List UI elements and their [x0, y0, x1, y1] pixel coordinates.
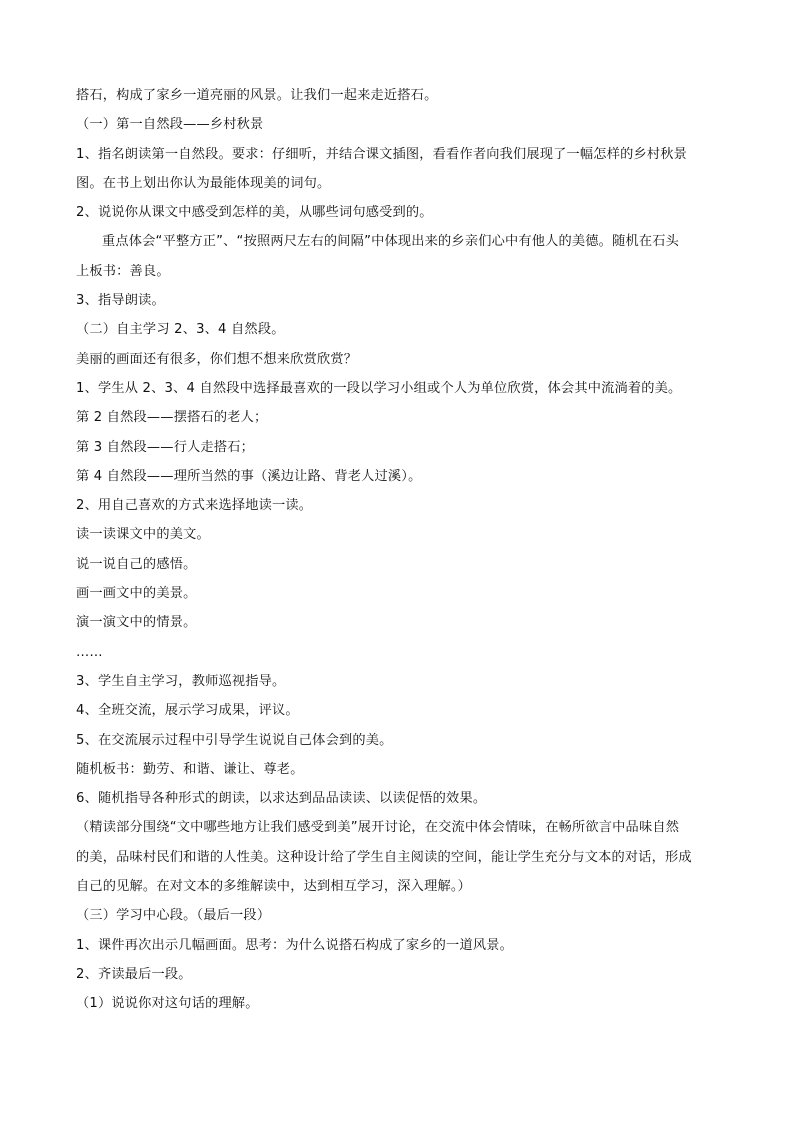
section-heading-2: （二）自主学习 2、3、4 自然段。	[76, 322, 285, 338]
paragraph: 美丽的画面还有很多，你们想不想来欣赏欣赏？	[76, 351, 358, 367]
document-body	[76, 81, 736, 1019]
list-item: 2、说说你从课文中感受到怎样的美，从哪些词句感受到的。	[76, 205, 433, 221]
list-item: 2、齐读最后一段。	[76, 966, 192, 982]
paragraph: （精读部分围绕“文中哪些地方让我们感受到美”展开讨论，在交流中体会情味，在畅所欲言中品味自然	[76, 820, 680, 836]
paragraph-continued: 上板书：善良。	[76, 263, 170, 279]
list-item: 1、学生从 2、3、4 自然段中选择最喜欢的一段以学习小组或个人为单位欣赏，体会其中流淌着的美。	[76, 380, 682, 396]
list-item: 6、随机指导各种形式的朗读，以求达到品品读读、以读促悟的效果。	[76, 791, 487, 807]
list-item: 3、指导朗读。	[76, 293, 165, 309]
paragraph: 说一说自己的感悟。	[76, 556, 197, 572]
section-heading-1: （一）第一自然段——乡村秋景	[76, 117, 264, 133]
paragraph-indented: 重点体会“平整方正”、“按照两尺左右的间隔”中体现出来的乡亲们心中有他人的美德。随机在石头	[102, 234, 680, 250]
paragraph: 第 2 自然段——摆搭石的老人；	[76, 410, 268, 426]
paragraph-continued: 的美，品味村民们和谐的人性美。这种设计给了学生自主阅读的空间，能让学生充分与文本的对话，形成	[76, 849, 692, 865]
paragraph: 画一画文中的美景。	[76, 586, 197, 602]
paragraph: 随机板书：勤劳、和谐、谦让、尊老。	[76, 761, 304, 777]
paragraph: 第 4 自然段——理所当然的事（溪边让路、背老人过溪）。	[76, 468, 422, 484]
list-item: 2、用自己喜欢的方式来选择地读一读。	[76, 498, 313, 514]
list-item: （1）说说你对这句话的理解。	[76, 996, 259, 1012]
list-item: 3、学生自主学习，教师巡视指导。	[76, 673, 286, 689]
section-heading-3: （三）学习中心段。（最后一段）	[76, 908, 271, 924]
paragraph-continued: 自己的见解。在对文本的多维解读中，达到相互学习，深入理解。）	[76, 879, 472, 895]
list-item: 5、在交流展示过程中引导学生说说自己体会到的美。	[76, 732, 393, 748]
list-item: 1、指名朗读第一自然段。要求：仔细听，并结合课文插图，看看作者向我们展现了一幅怎样的乡村秋景	[76, 146, 688, 162]
paragraph-intro: 搭石，构成了家乡一道亮丽的风景。让我们一起来走近搭石。	[76, 88, 438, 103]
paragraph: 演一演文中的情景。	[76, 615, 197, 631]
paragraph: 第 3 自然段——行人走搭石；	[76, 439, 255, 455]
paragraph: 读一读课文中的美文。	[76, 527, 210, 543]
list-item: 1、课件再次出示几幅画面。思考：为什么说搭石构成了家乡的一道风景。	[76, 937, 513, 953]
ellipsis: ……	[76, 644, 103, 660]
list-item: 4、全班交流，展示学习成果，评议。	[76, 703, 299, 719]
list-item-continued: 图。在书上划出你认为最能体现美的词句。	[76, 175, 331, 191]
